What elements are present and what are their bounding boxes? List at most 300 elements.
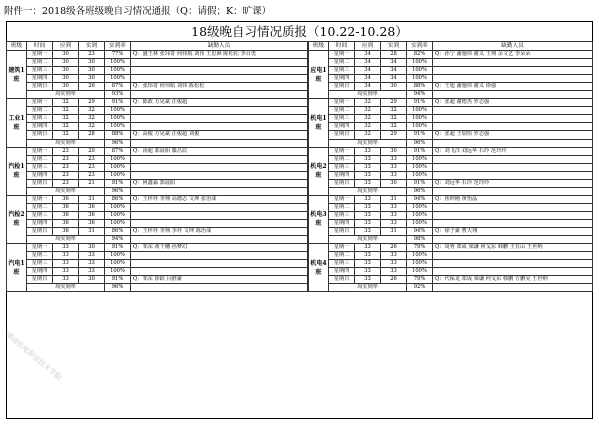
week-total-value: 94%	[105, 236, 131, 244]
column-header: 班级	[309, 42, 329, 51]
class-name-cell: 机电2班	[309, 147, 329, 195]
absent-cell	[131, 203, 308, 211]
actual-cell: 23	[79, 171, 105, 179]
actual-cell: 23	[79, 163, 105, 171]
table-row	[309, 228, 593, 236]
absent-cell	[433, 115, 593, 123]
actual-cell: 36	[79, 203, 105, 211]
day-cell: 星期日	[27, 228, 53, 236]
week-total-label: 周实到率	[27, 187, 105, 195]
rate-cell: 100%	[407, 219, 433, 227]
absent-cell: Q：王梓祥 李翔 李祥 文坤 陈治成	[131, 228, 308, 236]
table-row	[309, 155, 593, 163]
rate-cell: 100%	[105, 59, 131, 67]
rate-cell: 100%	[105, 219, 131, 227]
due-cell: 33	[355, 260, 381, 268]
rate-cell: 94%	[407, 228, 433, 236]
rate-cell: 91%	[407, 131, 433, 139]
week-empty-cell	[131, 284, 308, 292]
absent-cell: Q：何鑫淼 郭晨阳	[131, 179, 308, 187]
table-row	[7, 67, 308, 75]
absent-cell	[131, 260, 308, 268]
day-cell: 星期四	[27, 75, 53, 83]
due-cell: 36	[53, 203, 79, 211]
column-header: 班级	[7, 42, 27, 51]
rate-cell: 100%	[105, 75, 131, 83]
table-row	[7, 203, 308, 211]
actual-cell: 30	[79, 67, 105, 75]
day-cell: 星期一	[329, 147, 355, 155]
table-row	[309, 75, 593, 83]
due-cell: 30	[53, 67, 79, 75]
actual-cell: 33	[381, 268, 407, 276]
column-header: 实到率	[407, 42, 433, 51]
day-cell: 星期三	[329, 115, 355, 123]
week-total-value: 92%	[407, 284, 433, 292]
rate-cell: 100%	[407, 67, 433, 75]
table-row	[309, 83, 593, 91]
absent-cell: Q：张玮奇 何伟航 刘伟 陈松松	[131, 83, 308, 91]
week-total-value: 93%	[105, 91, 131, 99]
rate-cell: 100%	[105, 268, 131, 276]
absent-cell	[131, 171, 308, 179]
rate-cell: 100%	[105, 163, 131, 171]
rate-cell: 100%	[407, 155, 433, 163]
table-row	[7, 99, 308, 107]
absent-cell: Q：徐子豪 曹天翔	[433, 228, 593, 236]
day-cell: 星期二	[27, 107, 53, 115]
day-cell: 星期二	[27, 59, 53, 67]
day-cell: 星期二	[27, 252, 53, 260]
table-row	[309, 67, 593, 75]
rate-cell: 100%	[105, 67, 131, 75]
rate-cell: 100%	[407, 171, 433, 179]
day-cell: 星期二	[329, 59, 355, 67]
column-header: 时间	[27, 42, 53, 51]
actual-cell: 33	[79, 260, 105, 268]
week-empty-cell	[433, 139, 593, 147]
absent-cell	[131, 163, 308, 171]
rate-cell: 100%	[105, 155, 131, 163]
day-cell: 星期日	[329, 179, 355, 187]
column-header: 应到	[53, 42, 79, 51]
due-cell: 36	[53, 195, 79, 203]
column-header: 缺勤人员	[433, 42, 593, 51]
due-cell: 32	[355, 115, 381, 123]
rate-cell: 91%	[407, 147, 433, 155]
absent-cell	[433, 163, 593, 171]
week-empty-cell	[433, 236, 593, 244]
rate-cell: 94%	[407, 195, 433, 203]
due-cell: 33	[53, 276, 79, 284]
rate-cell: 100%	[407, 211, 433, 219]
rate-cell: 100%	[105, 260, 131, 268]
week-total-value: 94%	[407, 91, 433, 99]
due-cell: 36	[53, 219, 79, 227]
week-total-label: 周实到率	[329, 187, 407, 195]
class-name-cell: 建筑1班	[7, 51, 27, 99]
due-cell: 33	[53, 268, 79, 276]
rate-cell: 100%	[407, 123, 433, 131]
table-row	[7, 179, 308, 187]
due-cell: 23	[53, 171, 79, 179]
right-header-row	[309, 42, 593, 51]
day-cell: 星期四	[329, 75, 355, 83]
due-cell: 33	[355, 155, 381, 163]
week-total-label: 周实到率	[329, 91, 407, 99]
absent-cell	[131, 268, 308, 276]
rate-cell: 91%	[105, 99, 131, 107]
rate-cell: 100%	[407, 75, 433, 83]
rate-cell: 91%	[407, 179, 433, 187]
week-total-value: 96%	[407, 187, 433, 195]
rate-cell: 100%	[105, 171, 131, 179]
due-cell: 33	[53, 244, 79, 252]
week-empty-cell	[433, 91, 593, 99]
left-attendance-table	[6, 41, 308, 292]
absent-cell	[433, 211, 593, 219]
actual-cell: 33	[381, 211, 407, 219]
watermark-stamp: 湖南机电职业技术学院	[4, 330, 63, 382]
actual-cell: 33	[381, 252, 407, 260]
rate-cell: 100%	[407, 115, 433, 123]
due-cell: 33	[355, 268, 381, 276]
day-cell: 星期三	[27, 260, 53, 268]
absent-cell: Q：张超 王瑞恒 罗志强	[433, 131, 593, 139]
day-cell: 星期日	[329, 276, 355, 284]
day-cell: 星期一	[27, 195, 53, 203]
table-row	[7, 155, 308, 163]
absent-cell	[433, 203, 593, 211]
actual-cell: 30	[79, 244, 105, 252]
due-cell: 33	[53, 252, 79, 260]
week-empty-cell	[433, 284, 593, 292]
week-summary-row	[7, 187, 308, 195]
day-cell: 星期二	[329, 203, 355, 211]
absent-cell: Q：焦坤刚 黄怡晶	[433, 195, 593, 203]
table-row	[309, 59, 593, 67]
due-cell: 23	[53, 155, 79, 163]
due-cell: 33	[355, 228, 381, 236]
table-row	[309, 179, 593, 187]
actual-cell: 33	[79, 252, 105, 260]
day-cell: 星期二	[27, 203, 53, 211]
absent-cell	[131, 115, 308, 123]
actual-cell: 33	[79, 268, 105, 276]
table-row	[309, 115, 593, 123]
table-row	[7, 147, 308, 155]
due-cell: 34	[355, 83, 381, 91]
absent-cell	[433, 171, 593, 179]
week-summary-row	[309, 139, 593, 147]
rate-cell: 82%	[407, 51, 433, 59]
week-summary-row	[7, 139, 308, 147]
table-row	[7, 75, 308, 83]
table-row	[7, 268, 308, 276]
table-row	[309, 260, 593, 268]
week-total-label: 周实到率	[329, 236, 407, 244]
day-cell: 星期一	[329, 195, 355, 203]
rate-cell: 88%	[105, 131, 131, 139]
week-total-value: 96%	[105, 284, 131, 292]
table-row	[7, 123, 308, 131]
due-cell: 34	[355, 51, 381, 59]
due-cell: 32	[355, 99, 381, 107]
table-row	[7, 260, 308, 268]
actual-cell: 21	[79, 179, 105, 187]
absent-cell	[131, 107, 308, 115]
due-cell: 33	[355, 179, 381, 187]
week-total-label: 周实到率	[329, 284, 407, 292]
day-cell: 星期一	[27, 147, 53, 155]
rate-cell: 86%	[105, 228, 131, 236]
absent-cell	[131, 219, 308, 227]
table-row	[309, 51, 593, 59]
column-header: 实到	[381, 42, 407, 51]
week-summary-row	[309, 187, 593, 195]
table-row	[7, 59, 308, 67]
actual-cell: 32	[79, 115, 105, 123]
absent-cell	[433, 155, 593, 163]
table-row	[309, 276, 593, 284]
due-cell: 23	[53, 163, 79, 171]
week-total-label: 周实到率	[27, 284, 105, 292]
table-row	[7, 107, 308, 115]
actual-cell: 32	[381, 107, 407, 115]
report-title: 18级晚自习情况质报（10.22-10.28）	[191, 24, 408, 39]
absent-cell	[433, 59, 593, 67]
day-cell: 星期三	[27, 115, 53, 123]
actual-cell: 30	[79, 59, 105, 67]
rate-cell: 100%	[105, 107, 131, 115]
table-row	[309, 99, 593, 107]
due-cell: 32	[53, 131, 79, 139]
absent-cell	[131, 155, 308, 163]
actual-cell: 23	[79, 51, 105, 59]
due-cell: 32	[355, 107, 381, 115]
day-cell: 星期四	[329, 219, 355, 227]
rate-cell: 91%	[105, 276, 131, 284]
day-cell: 星期四	[27, 171, 53, 179]
absent-cell: Q：王旭 潘施伟 谢义 徐强	[433, 83, 593, 91]
absent-cell: Q：代保龙 郑成 梁谦 何戈东 韩鹏 方鹏昊 王世纳	[433, 276, 593, 284]
absent-cell: Q：邹东 徐跃 闫淮豪	[131, 276, 308, 284]
table-row	[7, 219, 308, 227]
absent-cell: Q：王梓祥 李翔 高德志 文坤 张治成	[131, 195, 308, 203]
absent-cell	[131, 252, 308, 260]
actual-cell: 31	[381, 195, 407, 203]
due-cell: 32	[53, 123, 79, 131]
class-name-cell: 机电4班	[309, 244, 329, 292]
right-attendance-table	[308, 41, 593, 292]
week-total-label: 周实到率	[329, 139, 407, 147]
actual-cell: 33	[381, 260, 407, 268]
rate-cell: 91%	[407, 99, 433, 107]
table-row	[309, 131, 593, 139]
week-total-value: 98%	[407, 236, 433, 244]
day-cell: 星期日	[329, 131, 355, 139]
class-name-cell: 工业1班	[7, 99, 27, 147]
absent-cell: Q：邹东 黄千穗 孙梦幻	[131, 244, 308, 252]
table-row	[309, 219, 593, 227]
week-total-label: 周实到率	[27, 91, 105, 99]
week-summary-row	[309, 236, 593, 244]
right-table-body	[309, 51, 593, 292]
absent-cell	[433, 123, 593, 131]
due-cell: 32	[53, 115, 79, 123]
rate-cell: 79%	[407, 276, 433, 284]
due-cell: 33	[355, 163, 381, 171]
table-row	[309, 171, 593, 179]
due-cell: 36	[53, 228, 79, 236]
table-row	[309, 163, 593, 171]
week-summary-row	[7, 91, 308, 99]
absent-cell: Q：汤超 郭晨阳 滕昌辰	[131, 147, 308, 155]
actual-cell: 30	[79, 75, 105, 83]
day-cell: 星期四	[329, 123, 355, 131]
week-summary-row	[309, 91, 593, 99]
day-cell: 星期三	[329, 260, 355, 268]
day-cell: 星期一	[329, 244, 355, 252]
table-row	[7, 195, 308, 203]
due-cell: 32	[53, 107, 79, 115]
day-cell: 星期四	[27, 219, 53, 227]
week-empty-cell	[131, 91, 308, 99]
week-total-value: 96%	[407, 139, 433, 147]
day-cell: 星期四	[27, 123, 53, 131]
actual-cell: 36	[79, 211, 105, 219]
absent-cell: Q：周秀 郑成 梁谦 何戈东 韩鹏 王有山 王世纳	[433, 244, 593, 252]
due-cell: 30	[53, 75, 79, 83]
table-row	[7, 51, 308, 59]
actual-cell: 29	[79, 99, 105, 107]
actual-cell: 30	[381, 83, 407, 91]
due-cell: 32	[53, 99, 79, 107]
class-name-cell: 机电3班	[309, 195, 329, 243]
table-row	[7, 276, 308, 284]
day-cell: 星期二	[329, 252, 355, 260]
rate-cell: 100%	[407, 260, 433, 268]
week-summary-row	[309, 284, 593, 292]
rate-cell: 88%	[407, 83, 433, 91]
actual-cell: 32	[79, 123, 105, 131]
day-cell: 星期一	[27, 51, 53, 59]
due-cell: 34	[355, 59, 381, 67]
rate-cell: 86%	[105, 195, 131, 203]
day-cell: 星期二	[27, 155, 53, 163]
table-row	[7, 228, 308, 236]
rate-cell: 100%	[407, 203, 433, 211]
actual-cell: 34	[381, 75, 407, 83]
absent-cell: Q：陈敢 方晃斌 汪俊超	[131, 99, 308, 107]
actual-cell: 29	[381, 99, 407, 107]
actual-cell: 32	[79, 107, 105, 115]
due-cell: 32	[355, 123, 381, 131]
table-row	[7, 252, 308, 260]
table-row	[7, 244, 308, 252]
column-header: 缺勤人员	[131, 42, 308, 51]
day-cell: 星期一	[329, 51, 355, 59]
actual-cell: 30	[79, 276, 105, 284]
week-summary-row	[7, 236, 308, 244]
absent-cell	[433, 268, 593, 276]
week-empty-cell	[131, 236, 308, 244]
due-cell: 33	[355, 252, 381, 260]
absent-cell	[131, 75, 308, 83]
absent-cell: Q：孙宁 潘施伟 谢义 王翔 余文艺 李朵朵	[433, 51, 593, 59]
class-name-cell: 机电1班	[309, 99, 329, 147]
class-name-cell: 应电1班	[309, 51, 329, 99]
table-row	[7, 211, 308, 219]
actual-cell: 26	[79, 83, 105, 91]
actual-cell: 33	[381, 163, 407, 171]
due-cell: 34	[355, 75, 381, 83]
due-cell: 32	[355, 131, 381, 139]
day-cell: 星期四	[329, 171, 355, 179]
actual-cell: 26	[381, 244, 407, 252]
day-cell: 星期日	[329, 83, 355, 91]
rate-cell: 100%	[105, 123, 131, 131]
actual-cell: 33	[381, 155, 407, 163]
day-cell: 星期三	[27, 211, 53, 219]
actual-cell: 32	[381, 123, 407, 131]
class-name-cell: 汽检2班	[7, 195, 27, 243]
due-cell: 33	[355, 276, 381, 284]
actual-cell: 33	[381, 203, 407, 211]
left-header-row	[7, 42, 308, 51]
absent-cell	[433, 107, 593, 115]
absent-cell	[131, 211, 308, 219]
actual-cell: 26	[381, 276, 407, 284]
due-cell: 23	[53, 179, 79, 187]
actual-cell: 23	[79, 155, 105, 163]
rate-cell: 100%	[105, 252, 131, 260]
actual-cell: 30	[381, 147, 407, 155]
due-cell: 33	[355, 203, 381, 211]
table-row	[309, 195, 593, 203]
table-row	[309, 203, 593, 211]
document-header: 附件一：2018级各班级晚自习情况通报（Q：请假；K：旷课）	[4, 6, 272, 17]
due-cell: 30	[53, 51, 79, 59]
day-cell: 星期日	[27, 179, 53, 187]
table-row	[309, 211, 593, 219]
absent-cell	[433, 252, 593, 260]
day-cell: 星期日	[329, 228, 355, 236]
table-row	[7, 171, 308, 179]
day-cell: 星期日	[27, 276, 53, 284]
table-row	[7, 115, 308, 123]
day-cell: 星期二	[329, 155, 355, 163]
week-total-value: 96%	[105, 139, 131, 147]
due-cell: 30	[53, 83, 79, 91]
rate-cell: 77%	[105, 51, 131, 59]
rate-cell: 91%	[105, 179, 131, 187]
rate-cell: 91%	[105, 244, 131, 252]
actual-cell: 20	[79, 147, 105, 155]
actual-cell: 28	[79, 131, 105, 139]
absent-cell: Q：张超 谢德杰 罗志强	[433, 99, 593, 107]
absent-cell	[131, 123, 308, 131]
table-row	[7, 163, 308, 171]
table-row	[7, 131, 308, 139]
actual-cell: 30	[381, 179, 407, 187]
actual-cell: 31	[79, 195, 105, 203]
week-total-label: 周实到率	[27, 139, 105, 147]
absent-cell	[131, 67, 308, 75]
rate-cell: 100%	[407, 107, 433, 115]
rate-cell: 100%	[407, 268, 433, 276]
day-cell: 星期日	[27, 83, 53, 91]
